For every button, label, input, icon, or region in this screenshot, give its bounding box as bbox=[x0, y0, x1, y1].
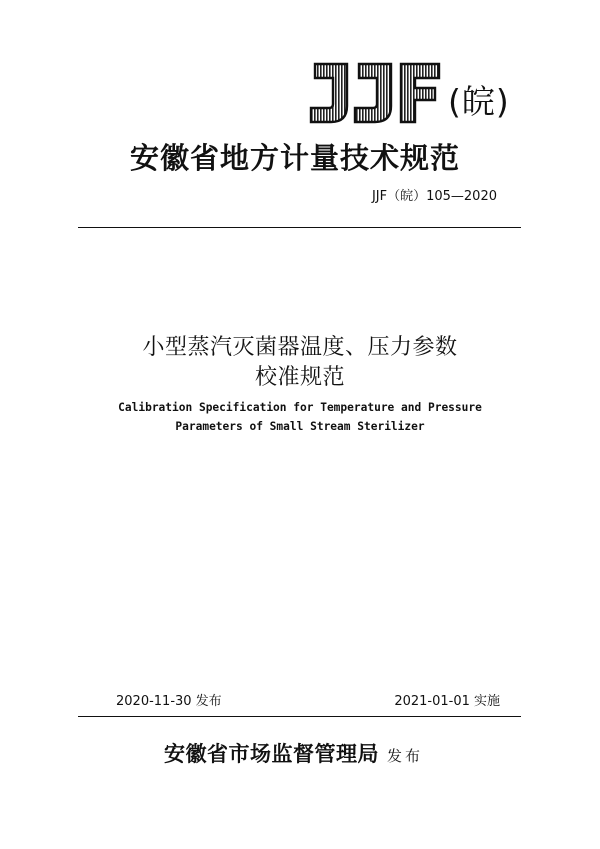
effective-date: 2021-01-01 实施 bbox=[394, 694, 500, 709]
issue-date: 2020-11-30 发布 bbox=[116, 694, 222, 709]
title-chinese-line-1: 小型蒸汽灭菌器温度、压力参数 bbox=[142, 335, 458, 360]
title-chinese-line-2: 校准规范 bbox=[254, 365, 345, 390]
header-divider bbox=[78, 227, 521, 228]
issuer-suffix: 发布 bbox=[387, 747, 424, 765]
title-english-line-1: Calibration Specification for Temperature and Pressure bbox=[118, 401, 482, 414]
standard-category-title: 安徽省地方计量技术规范 bbox=[130, 141, 461, 175]
issuer-name: 安徽省市场监督管理局 bbox=[164, 742, 379, 766]
title-english-line-2: Parameters of Small Stream Sterilizer bbox=[175, 420, 425, 433]
logo-region-label: (皖) bbox=[448, 82, 510, 121]
issuer-line bbox=[164, 739, 423, 771]
footer-divider bbox=[78, 716, 521, 717]
document-number: JJF（皖）105—2020 bbox=[371, 189, 497, 204]
jjf-logo bbox=[305, 60, 443, 126]
